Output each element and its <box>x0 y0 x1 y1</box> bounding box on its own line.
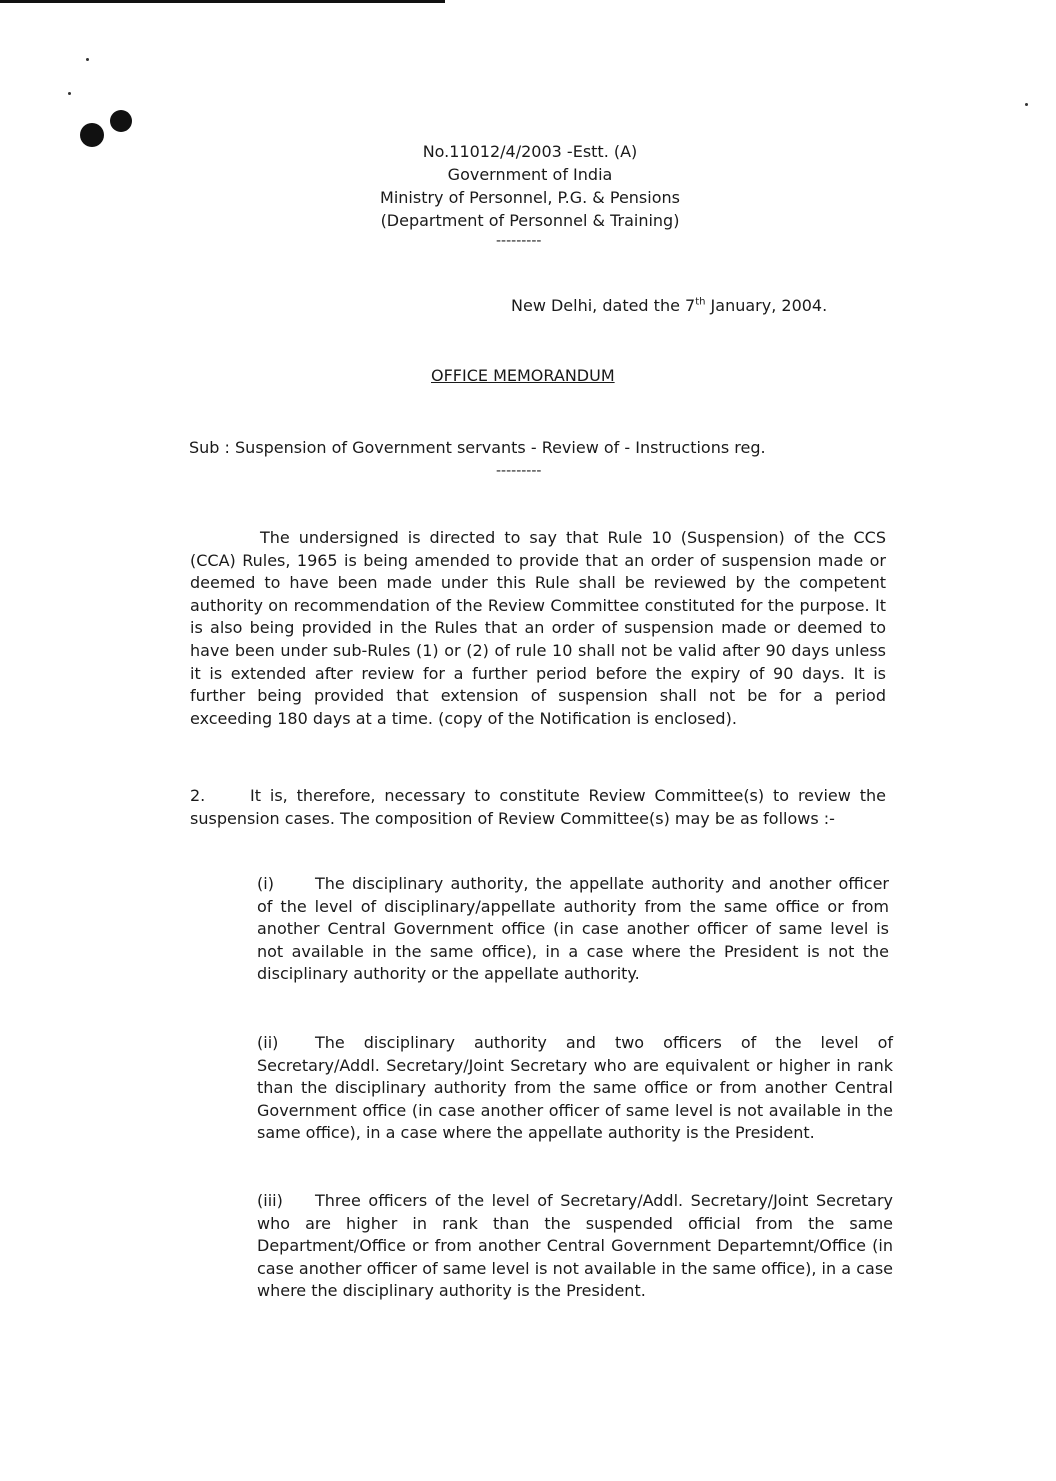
scan-speck <box>86 58 89 61</box>
paragraph-1 <box>190 527 886 730</box>
list-item-text: The disciplinary authority, the appellate authority and another officer of the level of disciplinary/appellate authority from the same office or from another Central Government office (in case another officer of same level is not available in the same office), in a case where the President is not the disciplinary authority or the appellate authority. <box>257 874 889 984</box>
government-line: Government of India <box>447 165 613 184</box>
subject-separator: --------- <box>496 463 542 479</box>
memo-title: OFFICE MEMORANDUM <box>431 366 615 385</box>
date-prefix: New Delhi, dated the 7 <box>511 296 696 315</box>
paragraph-2-text: It is, therefore, necessary to constitute Review Committee(s) to review the suspension cases. The composition of Review Committee(s) may be as follows :- <box>190 786 886 828</box>
list-item <box>257 1032 893 1145</box>
scan-speck <box>1025 103 1028 106</box>
scan-speck <box>68 92 71 95</box>
top-edge-rule <box>0 0 445 3</box>
date-suffix: January, 2004. <box>705 296 828 315</box>
list-item <box>257 873 889 986</box>
list-item-label: (iii) <box>257 1191 283 1210</box>
paragraph-2-number: 2. <box>190 786 206 805</box>
punch-hole-right <box>110 110 132 132</box>
ministry-line: Ministry of Personnel, P.G. & Pensions <box>380 188 680 207</box>
header-separator: --------- <box>496 233 542 249</box>
punch-hole-left <box>80 123 104 147</box>
date-line <box>511 296 827 315</box>
list-item-text: Three officers of the level of Secretary/Addl. Secretary/Joint Secretary who are higher in rank than the suspended official from the same Department/Office or from another Central Government Departemnt/Office (in case another officer of same level is not available in the same office), in a case where the disciplinary authority is the President. <box>257 1191 893 1301</box>
reference-number: No.11012/4/2003 -Estt. (A) <box>422 142 638 161</box>
date-suffix-sup: th <box>695 296 706 308</box>
list-item-label: (i) <box>257 874 274 893</box>
paragraph-1-text: The undersigned is directed to say that Rule 10 (Suspension) of the CCS (CCA) Rules, 1965 is being amended to provide that an order of suspension made or deemed to have been made under this Rule shall be reviewed by the competent authority on recommendation of the Review Committee constituted for the purpose. It is also being provided in the Rules that an order of suspension made or deemed to have been under sub-Rules (1) or (2) of rule 10 shall not be valid after 90 days unless it is extended after review for a further period before the expiry of 90 days. It is further being provided that extension of suspension shall not be for a period exceeding 180 days at a time. (copy of the Notification is enclosed). <box>190 528 886 728</box>
subject-line: Sub : Suspension of Government servants - Review of - Instructions reg. <box>189 438 766 457</box>
list-item-label: (ii) <box>257 1033 279 1052</box>
department-line: (Department of Personnel & Training) <box>380 211 680 230</box>
list-item <box>257 1190 893 1303</box>
list-item-text: The disciplinary authority and two officers of the level of Secretary/Addl. Secretary/Joint Secretary who are equivalent or higher in rank than the disciplinary authority from the same office or from another Central Government office (in case another officer of same level is not available in the same office), in a case where the appellate authority is the President. <box>257 1033 893 1143</box>
paragraph-2 <box>190 785 886 830</box>
letterhead <box>330 140 730 232</box>
